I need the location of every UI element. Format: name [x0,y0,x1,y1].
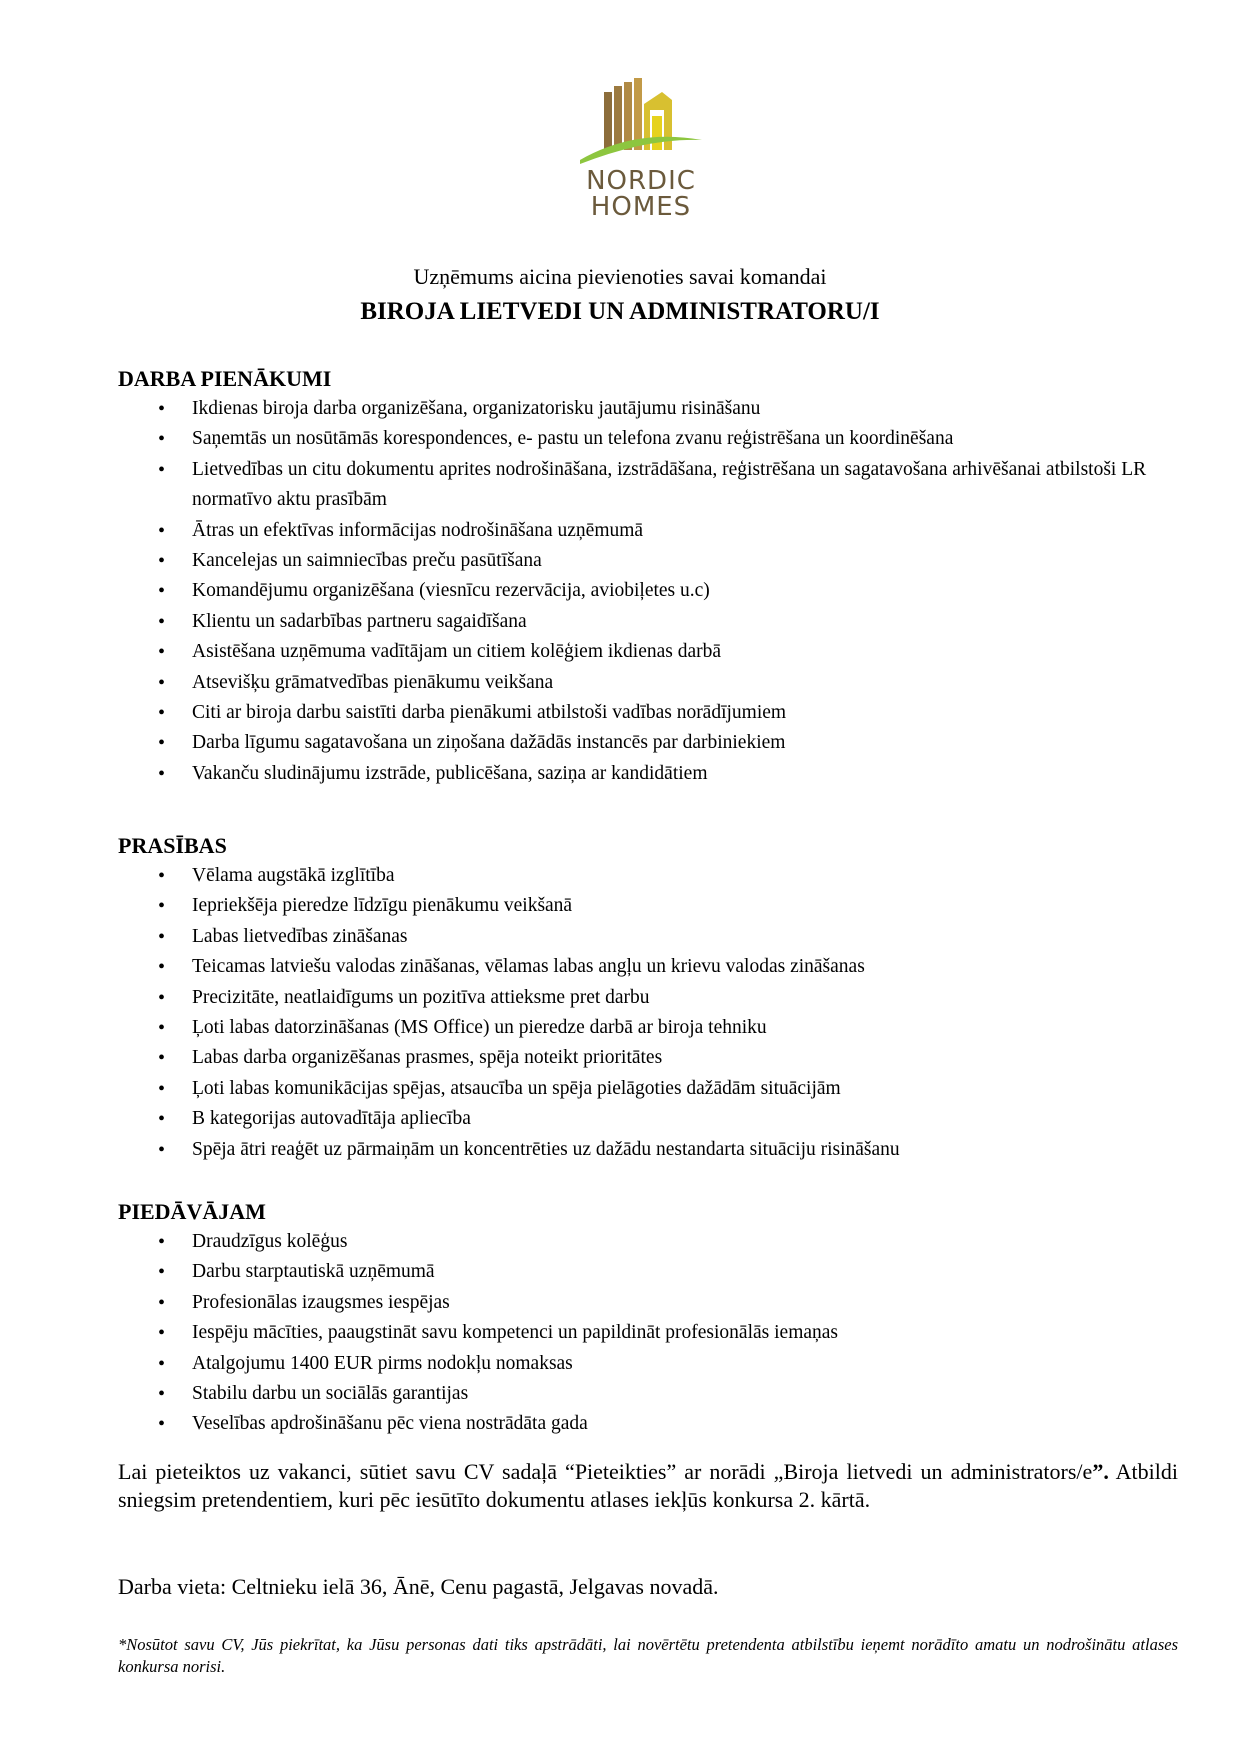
list-item: • Citi ar biroja darbu saistīti darba pienākumi atbilstoši vadības norādījumiem [118,698,1178,728]
list-item: • B kategorijas autovadītāja apliecība [118,1104,1178,1134]
list-item: • Asistēšana uzņēmuma vadītājam un citiem kolēģiem ikdienas darbā [118,637,1178,667]
list-item: • Lietvedības un citu dokumentu aprites nodrošināšana, izstrādāšana, reģistrēšana un sagatavošana arhivēšanai atbilstoši LR normatīvo aktu prasībām [118,455,1178,516]
duties-section [118,364,1178,789]
list-item: • Ikdienas biroja darba organizēšana, organizatorisku jautājumu risināšanu [118,394,1178,424]
logo-text-homes: HOMES [590,192,692,222]
list-item: • Vakanču sludinājumu izstrāde, publicēšana, saziņa ar kandidātiem [118,759,1178,789]
offer-section [118,1197,1178,1440]
list-item: • Labas darba organizēšanas prasmes, spēja noteikt prioritātes [118,1043,1178,1073]
application-instructions [118,1458,1178,1514]
requirements-list [118,861,1178,1165]
list-item: • Saņemtās un nosūtāmās korespondences, e- pastu un telefona zvanu reģistrēšana un koordinēšana [118,424,1178,454]
work-location: Darba vieta: Celtnieku ielā 36, Ānē, Cenu pagastā, Jelgavas novadā. [118,1574,719,1599]
apply-text-start: Lai pieteiktos uz vakanci, sūtiet savu CV sadaļā “Pieteikties” ar norādi „Biroja lietvedi un administrators/e [118,1459,1093,1484]
logo-text-nordic: NORDIC [586,166,696,196]
list-item: • Teicamas latviešu valodas zināšanas, vēlamas labas angļu un krievu valodas zināšanas [118,952,1178,982]
duties-list [118,394,1178,789]
list-item: • Darbu starptautiskā uzņēmumā [118,1257,1178,1287]
job-title: BIROJA LIETVEDI UN ADMINISTRATORU/I [360,298,880,325]
duties-heading: DARBA PIENĀKUMI [118,366,332,391]
list-item: • Stabilu darbu un sociālās garantijas [118,1379,1178,1409]
list-item: • Iespēju mācīties, paaugstināt savu kompetenci un papildināt profesionālās iemaņas [118,1318,1178,1348]
list-item: • Labas lietvedības zināšanas [118,922,1178,952]
offer-list [118,1227,1178,1440]
list-item: • Iepriekšēja pieredze līdzīgu pienākumu veikšanā [118,891,1178,921]
privacy-footnote: *Nosūtot savu CV, Jūs piekrītat, ka Jūsu personas dati tiks apstrādāti, lai novērtētu pretendenta atbilstību ieņemt norādīto amatu un nodrošinātu atlases konkursa norisi. [118,1635,1178,1676]
intro-line: Uzņēmums aicina pievienoties savai komandai [413,264,827,289]
list-item: • Vēlama augstākā izglītība [118,861,1178,891]
requirements-section [118,831,1178,1165]
list-item: • Ļoti labas datorzināšanas (MS Office) un pieredze darbā ar biroja tehniku [118,1013,1178,1043]
apply-text-bold: ”. [1092,1459,1109,1484]
list-item: • Precizitāte, neatlaidīgums un pozitīva attieksme pret darbu [118,983,1178,1013]
list-item: • Profesionālas izaugsmes iespējas [118,1288,1178,1318]
list-item: • Kancelejas un saimniecības preču pasūtīšana [118,546,1178,576]
list-item: • Atalgojumu 1400 EUR pirms nodokļu nomaksas [118,1349,1178,1379]
list-item: • Ātras un efektīvas informācijas nodrošināšana uzņēmumā [118,516,1178,546]
nordic-homes-logo [576,78,706,223]
apply-text-end: Atbildi sniegsim pretendentiem, kuri pēc iesūtīto dokumentu atlases iekļūs konkursa 2. kārtā. [118,1459,1179,1512]
requirements-heading: PRASĪBAS [118,833,227,858]
offer-heading: PIEDĀVĀJAM [118,1199,266,1224]
list-item: • Darba līgumu sagatavošana un ziņošana dažādās instancēs par darbiniekiem [118,728,1178,758]
list-item: • Komandējumu organizēšana (viesnīcu rezervācija, aviobiļetes u.c) [118,576,1178,606]
list-item: • Atsevišķu grāmatvedības pienākumu veikšana [118,668,1178,698]
list-item: • Draudzīgus kolēģus [118,1227,1178,1257]
list-item: • Spēja ātri reaģēt uz pārmaiņām un koncentrēties uz dažādu nestandarta situāciju risināšanu [118,1135,1178,1165]
list-item: • Veselības apdrošināšanu pēc viena nostrādāta gada [118,1409,1178,1439]
list-item: • Klientu un sadarbības partneru sagaidīšana [118,607,1178,637]
list-item: • Ļoti labas komunikācijas spējas, atsaucība un spēja pielāgoties dažādām situācijām [118,1074,1178,1104]
